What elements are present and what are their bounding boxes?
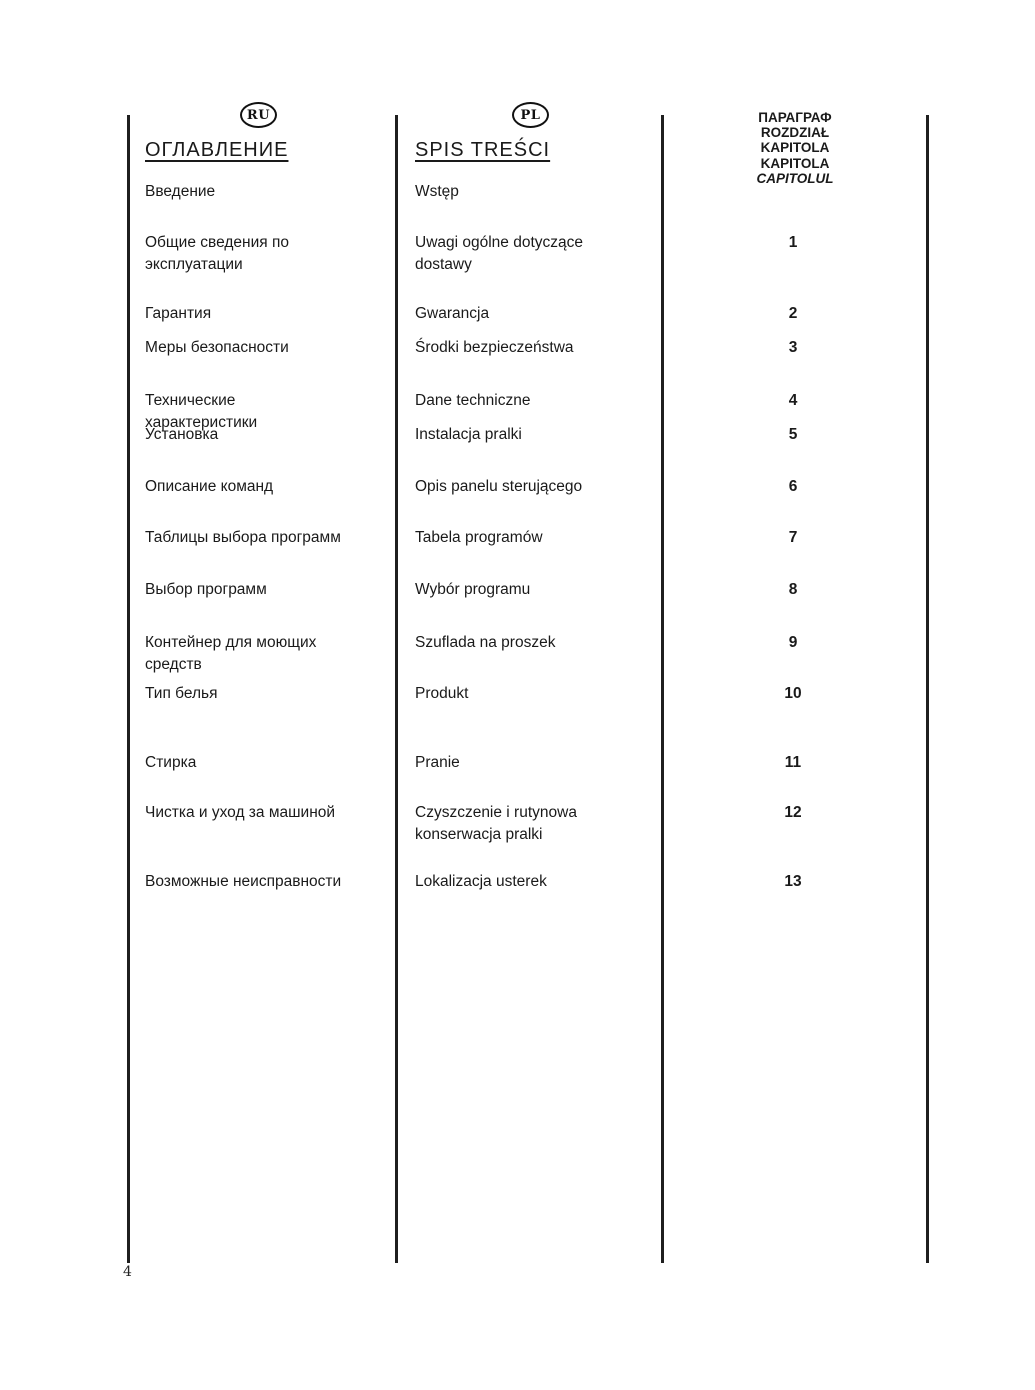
toc-entry-pl: Lokalizacja usterek bbox=[415, 873, 547, 890]
toc-entry-ru: Контейнер для моющих средств bbox=[145, 634, 317, 673]
column-divider-pl-chapter bbox=[661, 115, 664, 1263]
toc-entry-ru: Тип белья bbox=[145, 685, 218, 702]
column-divider-left bbox=[127, 115, 130, 1263]
chapter-header-line: KAPITOLA bbox=[760, 140, 830, 156]
toc-entry-ru: Таблицы выбора программ bbox=[145, 529, 341, 546]
toc-entry-ru: Технические характеристики bbox=[145, 392, 258, 431]
page-number: 4 bbox=[123, 1264, 132, 1280]
toc-chapter-number: 3 bbox=[788, 339, 798, 356]
column-divider-right bbox=[926, 115, 929, 1263]
toc-chapter-number: 5 bbox=[788, 426, 798, 443]
toc-entry-pl: Wstęp bbox=[415, 183, 459, 200]
toc-entry-ru: Описание команд bbox=[145, 478, 274, 495]
toc-chapter-number: 1 bbox=[788, 234, 798, 251]
toc-chapter-number: 10 bbox=[784, 685, 802, 702]
toc-entry-pl: Środki bezpieczeństwa bbox=[415, 339, 574, 356]
chapter-header-line: ПАРАГРАФ bbox=[758, 110, 832, 125]
toc-entry-pl: Opis panelu sterującego bbox=[415, 478, 583, 495]
language-badge-pl: PL bbox=[512, 102, 549, 128]
toc-entry-pl: Czyszczenie i rutynowa konserwacja pralki bbox=[415, 804, 577, 843]
toc-entry-pl: Dane techniczne bbox=[415, 392, 531, 409]
toc-entry-ru: Чистка и уход за машиной bbox=[145, 804, 336, 821]
toc-entry-ru: Стирка bbox=[145, 754, 197, 771]
toc-chapter-number: 7 bbox=[788, 529, 798, 546]
chapter-header-line: KAPITOLA bbox=[760, 155, 830, 171]
toc-entry-pl: Pranie bbox=[415, 754, 460, 771]
toc-chapter-number: 4 bbox=[788, 392, 798, 409]
toc-chapter-number: 12 bbox=[784, 804, 802, 821]
toc-entry-ru: Общие сведения по эксплуатации bbox=[145, 234, 289, 273]
column-divider-ru-pl bbox=[395, 115, 398, 1263]
toc-entry-ru: Возможные неисправности bbox=[145, 873, 342, 890]
toc-entry-ru: Гарантия bbox=[145, 305, 212, 322]
toc-entry-ru: Меры безопасности bbox=[145, 339, 289, 356]
chapter-column-header bbox=[700, 110, 890, 186]
toc-chapter-number: 11 bbox=[784, 754, 802, 771]
toc-chapter-number: 6 bbox=[788, 478, 798, 495]
pl-contents-title: SPIS TREŚCI bbox=[415, 139, 551, 161]
toc-entry-pl: Wybór programu bbox=[415, 581, 531, 598]
toc-entry-ru: Введение bbox=[145, 183, 216, 200]
chapter-header-line: ROZDZIAŁ bbox=[760, 125, 830, 141]
toc-entry-pl: Gwarancja bbox=[415, 305, 490, 322]
toc-entry-pl: Uwagi ogólne dotyczące dostawy bbox=[415, 234, 584, 273]
toc-chapter-number: 13 bbox=[784, 873, 802, 890]
toc-chapter-number: 8 bbox=[788, 581, 798, 598]
language-badge-ru: RU bbox=[240, 102, 277, 128]
ru-contents-title: ОГЛАВЛЕНИЕ bbox=[145, 139, 289, 161]
toc-chapter-number: 2 bbox=[788, 305, 798, 322]
toc-entry-pl: Tabela programów bbox=[415, 529, 543, 546]
toc-entry-ru: Выбор программ bbox=[145, 581, 267, 598]
chapter-header-line: CAPITOLUL bbox=[756, 170, 834, 186]
toc-entry-ru: Установка bbox=[145, 426, 219, 443]
toc-entry-pl: Instalacja pralki bbox=[415, 426, 522, 443]
toc-entry-pl: Szuflada na proszek bbox=[415, 634, 556, 651]
toc-chapter-number: 9 bbox=[788, 634, 798, 651]
toc-entry-pl: Produkt bbox=[415, 685, 469, 702]
